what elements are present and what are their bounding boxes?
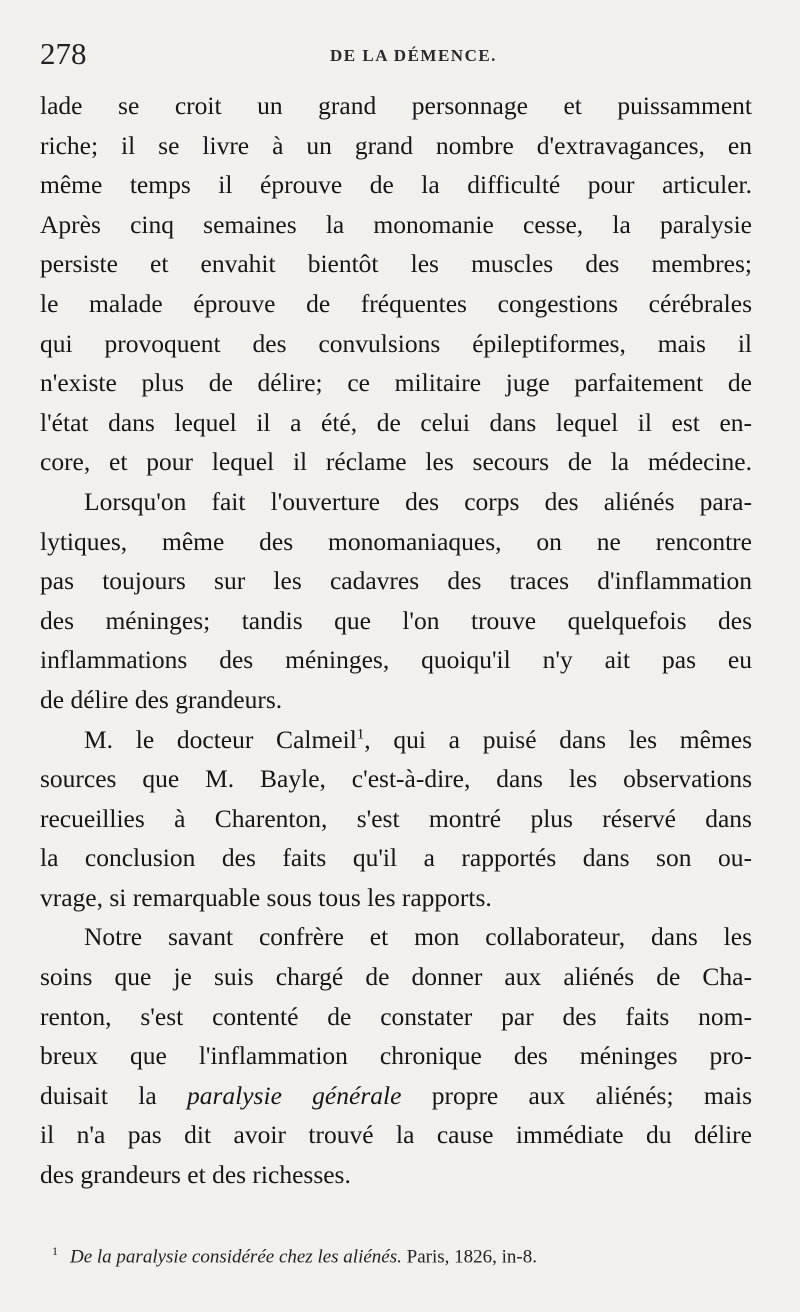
text-fragment: M. le docteur Calmeil	[84, 724, 357, 754]
page-header	[40, 36, 760, 76]
body-text	[40, 86, 752, 1195]
paragraph-1	[40, 86, 752, 482]
text-line: inflammations des méninges, quoiqu'il n'y ait pas eu	[40, 645, 752, 675]
text-line: vrage, si remarquable sous tous les rapports.	[40, 882, 492, 912]
text-line: lade se croit un grand personnage et puissamment	[40, 91, 752, 120]
footnote-mark: 1	[52, 1244, 58, 1258]
text-line: renton, s'est contenté de constater par des faits nom-	[40, 1001, 752, 1031]
text-line: persiste et envahit bientôt les muscles des membres;	[40, 249, 752, 279]
text-line: des méninges; tandis que l'on trouve quelquefois des	[40, 605, 752, 635]
text-line: riche; il se livre à un grand nombre d'extravagances, en	[40, 130, 752, 160]
text-line: lytiques, même des monomaniaques, on ne rencontre	[40, 526, 752, 556]
text-line: breux que l'inflammation chronique des méninges pro-	[40, 1041, 752, 1071]
italic-phrase: paralysie générale	[186, 1080, 402, 1110]
page-number: 278	[40, 36, 87, 71]
text-line: l'état dans lequel il a été, de celui dans lequel il est en-	[40, 407, 752, 437]
paragraph-2	[40, 482, 752, 720]
text-line	[40, 1076, 752, 1116]
text-line: Après cinq semaines la monomanie cesse, la paralysie	[40, 209, 752, 239]
text-line: soins que je suis chargé de donner aux aliénés de Cha-	[40, 962, 752, 992]
text-line: recueillies à Charenton, s'est montré plus réservé dans	[40, 803, 752, 833]
text-line: Lorsqu'on fait l'ouverture des corps des aliénés para-	[84, 486, 752, 516]
text-fragment: propre aux aliénés; mais	[401, 1080, 752, 1110]
text-line: sources que M. Bayle, c'est-à-dire, dans les observations	[40, 764, 752, 794]
text-line: Notre savant confrère et mon collaborateur, dans les	[84, 922, 752, 952]
paragraph-4	[40, 917, 752, 1194]
text-line: qui provoquent des convulsions épileptiformes, mais il	[40, 328, 752, 358]
text-line: le malade éprouve de fréquentes congestions cérébrales	[40, 288, 752, 318]
text-line: core, et pour lequel il réclame les secours de la médecine.	[40, 447, 752, 477]
footnote	[52, 1244, 752, 1268]
text-line: il n'a pas dit avoir trouvé la cause immédiate du délire	[40, 1120, 752, 1150]
text-fragment: , qui a puisé dans les mêmes	[364, 724, 752, 754]
text-line: des grandeurs et des richesses.	[40, 1160, 351, 1190]
running-head: DE LA DÉMENCE.	[330, 46, 497, 65]
text-line: n'existe plus de délire; ce militaire juge parfaitement de	[40, 368, 752, 398]
footnote-reference: 1	[356, 726, 365, 742]
footnote-details: Paris, 1826, in-8.	[401, 1246, 537, 1268]
text-line: de délire des grandeurs.	[40, 684, 283, 714]
text-line: la conclusion des faits qu'il a rapportés dans son ou-	[40, 843, 752, 873]
paragraph-3	[40, 720, 752, 918]
text-line: même temps il éprouve de la difficulté pour articuler.	[40, 170, 752, 200]
footnote-title: De la paralysie considérée chez les aliénés.	[70, 1246, 402, 1268]
text-line	[40, 720, 752, 760]
text-line: pas toujours sur les cadavres des traces d'inflammation	[40, 566, 752, 596]
text-fragment: duisait la	[40, 1080, 187, 1110]
